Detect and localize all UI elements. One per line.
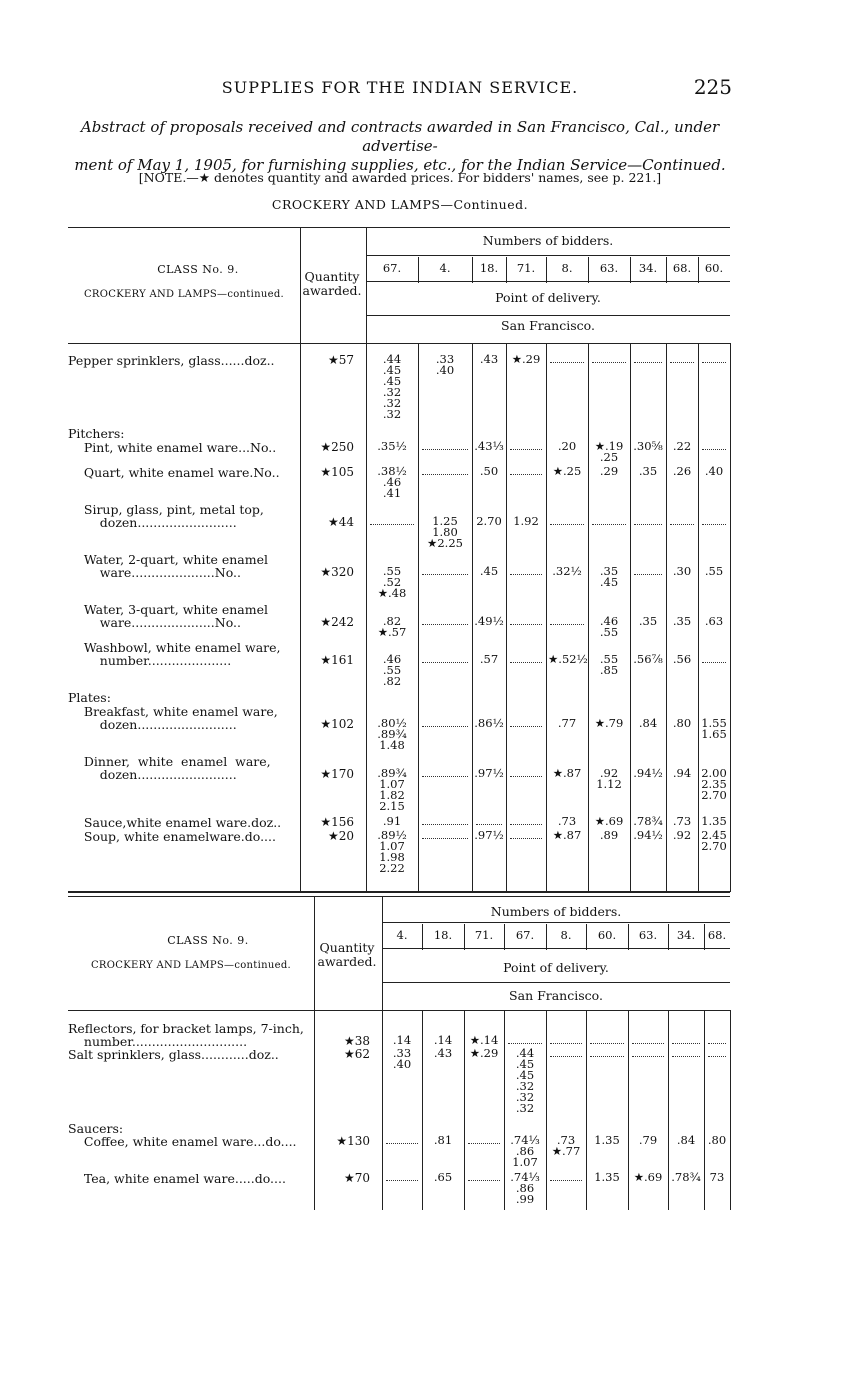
table1-place: San Francisco.: [501, 318, 595, 333]
column-divider: [382, 896, 383, 1210]
abstract-line-2: ment of May 1, 1905, for furnishing supplies, etc., for the Indian Service—Continued.: [74, 156, 726, 174]
leader-dots: [510, 726, 542, 727]
price-cell: .84: [676, 1133, 696, 1147]
leader-dots: [632, 1043, 664, 1044]
row-label: Tea, white enamel ware.....do....: [68, 1171, 286, 1186]
table2-place: San Francisco.: [509, 988, 603, 1003]
bidder-column-divider: [630, 343, 631, 892]
abstract-line-1: Abstract of proposals received and contracts awarded in San Francisco, Cal., under advertise-: [80, 118, 720, 155]
leader-dots: [592, 524, 626, 525]
bidder-column-divider: [668, 1010, 669, 1210]
note: [NOTE.—★ denotes quantity and awarded prices. For bidders' names, see p. 221.]: [138, 170, 662, 185]
price-cell: .84: [638, 716, 658, 730]
row-label: Plates:: [68, 690, 111, 705]
price-cell: 1.35: [594, 1133, 620, 1147]
price-cell: .22: [672, 439, 692, 453]
price-cell: .26: [672, 464, 692, 478]
quantity-awarded: ★70: [343, 1171, 370, 1185]
price-cell: .46 .55: [599, 614, 619, 639]
leader-dots: [422, 624, 468, 625]
price-cell: 2.00 2.35 2.70: [701, 766, 727, 802]
leader-dots: [672, 1043, 700, 1044]
price-cell: .80½ .89¾ 1.48: [377, 716, 407, 752]
leader-dots: [702, 362, 726, 363]
price-cell: 1.35: [701, 814, 727, 828]
quantity-awarded: ★161: [320, 653, 354, 667]
price-cell: ★.29: [469, 1046, 499, 1060]
bidder-header-divider: [464, 924, 465, 950]
leader-dots: [702, 662, 726, 663]
row-label: Coffee, white enamel ware...do....: [68, 1134, 297, 1149]
price-cell: 1.92: [513, 514, 539, 528]
leader-dots: [510, 662, 542, 663]
leader-dots: [550, 1056, 582, 1057]
bidder-header-divider: [666, 257, 667, 283]
bidder-number-0: 4.: [396, 928, 408, 942]
table2-point-of-delivery: Point of delivery.: [503, 960, 609, 975]
leader-dots: [590, 1043, 624, 1044]
price-cell: .73: [557, 814, 577, 828]
quantity-awarded: ★130: [336, 1134, 370, 1148]
bidder-column-divider: [506, 343, 507, 892]
bidder-number-1: 18.: [433, 928, 453, 942]
leader-dots: [422, 474, 468, 475]
bidder-column-divider: [588, 343, 589, 892]
leader-dots: [510, 624, 542, 625]
leader-dots: [422, 574, 468, 575]
row-label: Pitchers:: [68, 426, 125, 441]
price-cell: 1.55 1.65: [701, 716, 727, 741]
header-bottom-rule: [68, 1010, 730, 1011]
row-label: Water, 3-quart, white enamel ware.....................No..: [83, 602, 268, 630]
leader-dots: [386, 1143, 418, 1144]
bidder-header-divider: [588, 257, 589, 283]
quantity-awarded: ★102: [320, 717, 354, 731]
leader-dots: [672, 1056, 700, 1057]
leader-dots: [550, 362, 584, 363]
leader-dots: [510, 838, 542, 839]
leader-dots: [550, 1043, 582, 1044]
price-cell: 73: [709, 1170, 725, 1184]
bidder-header-divider: [472, 257, 473, 283]
price-cell: .97½: [474, 766, 504, 780]
price-cell: .35: [638, 614, 658, 628]
leader-dots: [550, 1180, 582, 1181]
price-cell: .73: [672, 814, 692, 828]
bidder-header-divider: [586, 924, 587, 950]
quantity-awarded: ★38: [343, 1034, 370, 1048]
bidder-number-6: 34.: [638, 261, 658, 275]
row-label: Sirup, glass, pint, metal top, dozen.........................: [83, 502, 264, 530]
bidder-header-divider: [546, 924, 547, 950]
price-cell: .44 .45 .45 .32 .32 .32: [515, 1046, 535, 1115]
row-label: Quart, white enamel ware.No..: [68, 465, 280, 480]
quantity-awarded: ★250: [320, 440, 354, 454]
price-cell: .74⅓ .86 1.07: [510, 1133, 540, 1169]
price-cell: .35½: [377, 439, 407, 453]
bidder-header-divider: [668, 924, 669, 950]
leader-dots: [510, 449, 542, 450]
row-label: Salt sprinklers, glass............doz..: [68, 1047, 279, 1062]
price-cell: .44 .45 .45 .32 .32 .32: [382, 352, 402, 421]
price-cell: .63: [704, 614, 724, 628]
leader-dots: [632, 1056, 664, 1057]
leader-dots: [634, 362, 662, 363]
bidder-number-3: 67.: [515, 928, 535, 942]
bidder-column-divider: [464, 1010, 465, 1210]
bidder-column-divider: [546, 1010, 547, 1210]
price-cell: .55: [704, 564, 724, 578]
leader-dots: [702, 524, 726, 525]
leader-dots: [708, 1043, 726, 1044]
table2-qty-header: [314, 941, 380, 969]
quantity-awarded: ★20: [327, 829, 354, 843]
bidder-header-divider: [704, 924, 705, 950]
bidder-column-divider: [698, 343, 699, 892]
price-cell: .81: [433, 1133, 453, 1147]
leader-dots: [476, 824, 502, 825]
bidder-column-divider: [422, 1010, 423, 1210]
bidder-column-divider: [418, 343, 419, 892]
price-cell: ★.87: [552, 766, 582, 780]
bidder-header-divider: [418, 257, 419, 283]
quantity-awarded: ★156: [320, 815, 354, 829]
bidder-number-4: 8.: [561, 261, 573, 275]
row-label: Soup, white enamelware.do....: [68, 829, 276, 844]
price-cell: .82 ★.57: [377, 614, 407, 639]
column-divider: [314, 896, 315, 1210]
bidder-column-divider: [666, 343, 667, 892]
bidder-header-divider: [546, 257, 547, 283]
table1-point-of-delivery: Point of delivery.: [495, 290, 601, 305]
leader-dots: [468, 1180, 500, 1181]
price-cell: .56: [672, 652, 692, 666]
price-cell: .97½: [474, 828, 504, 842]
bidder-number-4: 8.: [560, 928, 572, 942]
price-cell: .94½: [633, 766, 663, 780]
price-cell: .94½: [633, 828, 663, 842]
price-cell: .55 .52 ★.48: [377, 564, 407, 600]
price-cell: .91: [382, 814, 402, 828]
bidder-number-7: 68.: [672, 261, 692, 275]
price-cell: ★.14: [469, 1033, 499, 1047]
leader-dots: [634, 524, 662, 525]
leader-dots: [670, 524, 694, 525]
price-cell: .78¾: [671, 1170, 701, 1184]
header-rule: [366, 255, 730, 256]
bidder-number-1: 4.: [439, 261, 451, 275]
price-cell: .89½ 1.07 1.98 2.22: [377, 828, 407, 875]
row-label: Pint, white enamel ware...No..: [68, 440, 277, 455]
quantity-awarded: ★242: [320, 615, 354, 629]
quantity-awarded: ★170: [320, 767, 354, 781]
price-cell: .92 1.12: [596, 766, 622, 791]
leader-dots: [510, 824, 542, 825]
bidder-header-divider: [504, 924, 505, 950]
bidder-number-0: 67.: [382, 261, 402, 275]
price-cell: .20: [557, 439, 577, 453]
bidder-header-divider: [506, 257, 507, 283]
table-1: [68, 227, 730, 892]
price-cell: .30⅝: [633, 439, 663, 453]
price-cell: ★.52½: [548, 652, 588, 666]
quantity-awarded: ★105: [320, 465, 354, 479]
price-cell: .14: [392, 1033, 412, 1047]
leader-dots: [508, 1043, 542, 1044]
price-cell: .49½: [474, 614, 504, 628]
price-cell: .86½: [474, 716, 504, 730]
header-rule: [382, 982, 730, 983]
bidder-number-8: 60.: [704, 261, 724, 275]
price-cell: .77: [557, 716, 577, 730]
price-cell: .56⅞: [633, 652, 663, 666]
running-title: SUPPLIES FOR THE INDIAN SERVICE.: [221, 78, 579, 97]
column-divider: [300, 227, 301, 892]
header-bottom-rule: [68, 343, 730, 344]
bidder-column-divider: [628, 1010, 629, 1210]
leader-dots: [422, 838, 468, 839]
qty-header-line2: awarded.: [302, 283, 362, 298]
price-cell: .89: [599, 828, 619, 842]
table-2: [68, 896, 730, 1210]
price-cell: .94: [672, 766, 692, 780]
row-label: Pepper sprinklers, glass......doz..: [68, 353, 275, 368]
section-title: CROCKERY AND LAMPS—Continued.: [271, 197, 529, 212]
quantity-awarded: ★57: [327, 353, 354, 367]
table2-class-label: CLASS No. 9.: [167, 934, 249, 947]
bidder-number-6: 63.: [638, 928, 658, 942]
leader-dots: [370, 524, 414, 525]
bidder-number-2: 18.: [479, 261, 499, 275]
price-cell: ★.87: [552, 828, 582, 842]
bidder-number-3: 71.: [516, 261, 536, 275]
row-label: Saucers:: [68, 1121, 124, 1136]
price-cell: .79: [638, 1133, 658, 1147]
price-cell: .43: [479, 352, 499, 366]
price-cell: .38½ .46 .41: [377, 464, 407, 500]
leader-dots: [510, 776, 542, 777]
page-header: [0, 75, 854, 102]
price-cell: .65: [433, 1170, 453, 1184]
bidder-header-divider: [698, 257, 699, 283]
bidder-column-divider: [504, 1010, 505, 1210]
bidder-number-5: 60.: [597, 928, 617, 942]
column-divider: [366, 227, 367, 892]
leader-dots: [592, 362, 626, 363]
price-cell: ★.19 .25: [594, 439, 624, 464]
price-cell: .33 .40: [435, 352, 455, 377]
qty-header-line1: Quantity: [304, 269, 360, 284]
header-rule: [366, 281, 730, 282]
leader-dots: [590, 1056, 624, 1057]
price-cell: .30: [672, 564, 692, 578]
price-cell: .45: [479, 564, 499, 578]
price-cell: ★.69: [594, 814, 624, 828]
price-cell: ★.79: [594, 716, 624, 730]
table1-bottom-rule: [68, 891, 730, 893]
bidder-column-divider: [586, 1010, 587, 1210]
table1-qty-header: [300, 270, 364, 298]
price-cell: .89¾ 1.07 1.82 2.15: [377, 766, 407, 813]
row-label: Breakfast, white enamel ware, dozen.........................: [83, 704, 278, 732]
leader-dots: [634, 574, 662, 575]
bidder-number-8: 68.: [707, 928, 727, 942]
bidder-column-divider: [472, 343, 473, 892]
price-cell: .80: [707, 1133, 727, 1147]
abstract-heading: [60, 118, 740, 175]
leader-dots: [386, 1180, 418, 1181]
leader-dots: [422, 776, 468, 777]
table2-class-sub: CROCKERY AND LAMPS—continued.: [90, 960, 291, 971]
header-rule: [382, 922, 730, 923]
leader-dots: [702, 449, 726, 450]
price-cell: .50: [479, 464, 499, 478]
quantity-awarded: ★44: [327, 515, 354, 529]
price-cell: .92: [672, 828, 692, 842]
leader-dots: [468, 1143, 500, 1144]
price-cell: ★.25: [552, 464, 582, 478]
qty-header-line1: Quantity: [319, 940, 375, 955]
leader-dots: [422, 824, 468, 825]
price-cell: .14: [433, 1033, 453, 1047]
price-cell: ★.69: [633, 1170, 663, 1184]
bidder-number-5: 63.: [599, 261, 619, 275]
page-number: 225: [693, 75, 732, 99]
price-cell: .35: [638, 464, 658, 478]
price-cell: .74⅓ .86 .99: [510, 1170, 540, 1206]
bidder-column-divider: [546, 343, 547, 892]
row-label: Dinner, white enamel ware, dozen.........................: [83, 754, 271, 782]
leader-dots: [670, 362, 694, 363]
leader-dots: [510, 574, 542, 575]
leader-dots: [550, 624, 584, 625]
table1-numbers-of-bidders: Numbers of bidders.: [482, 233, 614, 248]
price-cell: .43: [433, 1046, 453, 1060]
table1-class-sub: CROCKERY AND LAMPS—continued.: [83, 289, 284, 300]
bidder-header-divider: [422, 924, 423, 950]
qty-header-line2: awarded.: [317, 954, 377, 969]
price-cell: .33 .40: [392, 1046, 412, 1071]
bidder-header-divider: [628, 924, 629, 950]
bidder-header-divider: [630, 257, 631, 283]
bidder-column-divider: [730, 1010, 731, 1210]
price-cell: .40: [704, 464, 724, 478]
row-label: Sauce,white enamel ware.doz..: [68, 815, 282, 830]
table1-class-label: CLASS No. 9.: [157, 263, 239, 276]
leader-dots: [422, 726, 468, 727]
row-label: Water, 2-quart, white enamel ware.....................No..: [83, 552, 268, 580]
price-cell: 2.70: [476, 514, 502, 528]
price-cell: .35: [672, 614, 692, 628]
leader-dots: [510, 474, 542, 475]
price-cell: .78¾: [633, 814, 663, 828]
price-cell: .46 .55 .82: [382, 652, 402, 688]
price-cell: 2.45 2.70: [701, 828, 727, 853]
quantity-awarded: ★320: [320, 565, 354, 579]
header-rule: [366, 315, 730, 316]
bidder-column-divider: [704, 1010, 705, 1210]
price-cell: .57: [479, 652, 499, 666]
bidder-number-2: 71.: [474, 928, 494, 942]
table2-numbers-of-bidders: Numbers of bidders.: [490, 904, 622, 919]
price-cell: .32½: [552, 564, 582, 578]
bidder-number-7: 34.: [676, 928, 696, 942]
leader-dots: [708, 1056, 726, 1057]
price-cell: .80: [672, 716, 692, 730]
price-cell: .73 ★.77: [551, 1133, 581, 1158]
leader-dots: [550, 524, 584, 525]
row-label: Reflectors, for bracket lamps, 7-inch, number.............................: [68, 1021, 304, 1049]
price-cell: .43⅓: [474, 439, 504, 453]
row-label: Washbowl, white enamel ware, number.....................: [83, 640, 281, 668]
price-cell: .35 .45: [599, 564, 619, 589]
bidder-column-divider: [730, 343, 731, 892]
price-cell: .29: [599, 464, 619, 478]
price-cell: ★.29: [511, 352, 541, 366]
price-cell: .55 .85: [599, 652, 619, 677]
price-cell: 1.25 1.80 ★2.25: [427, 514, 463, 550]
price-cell: 1.35: [594, 1170, 620, 1184]
header-rule: [382, 948, 730, 949]
quantity-awarded: ★62: [343, 1047, 370, 1061]
leader-dots: [422, 449, 468, 450]
leader-dots: [422, 662, 468, 663]
